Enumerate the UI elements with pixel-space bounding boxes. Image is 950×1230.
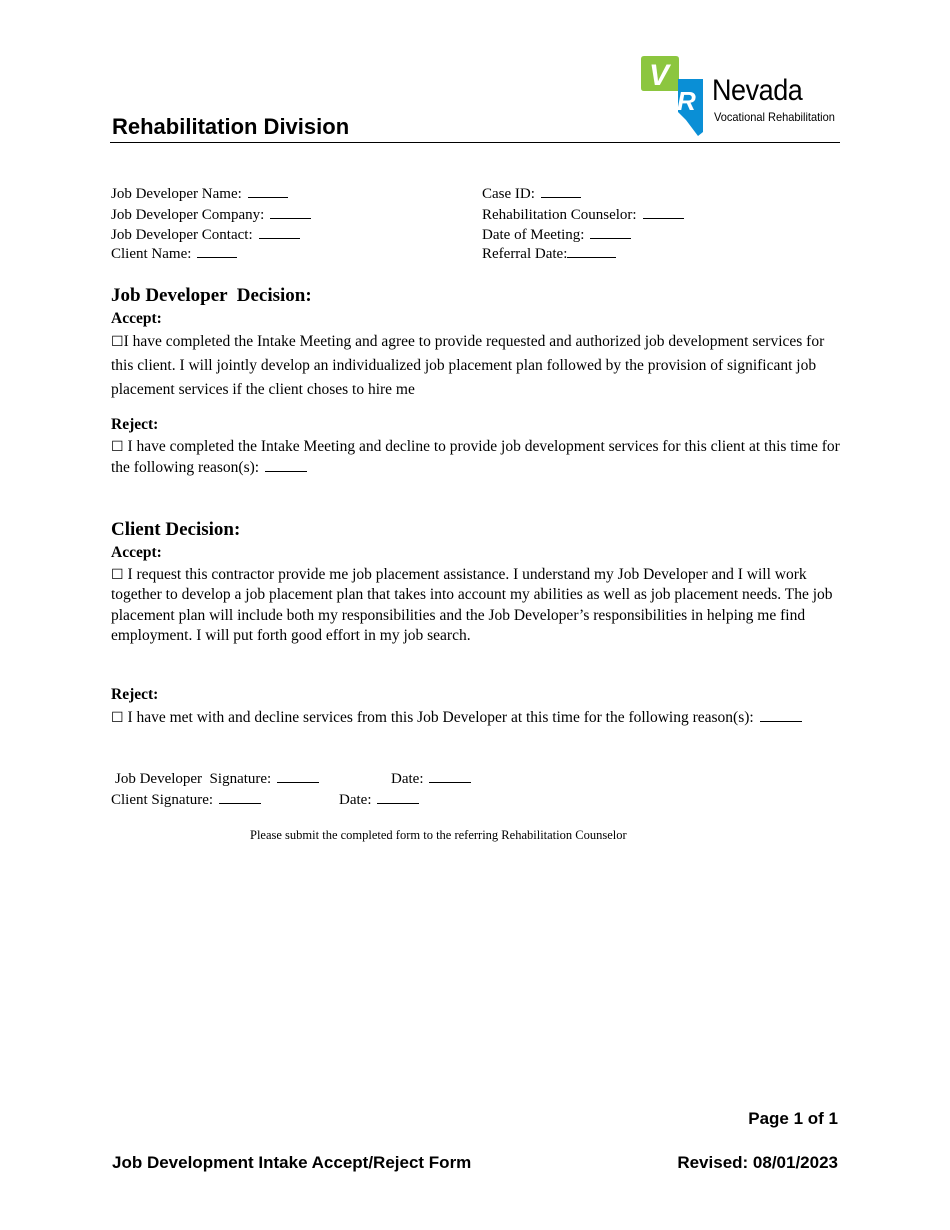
header-rule bbox=[110, 142, 840, 143]
page-number: Page 1 of 1 bbox=[748, 1109, 838, 1128]
jd-reject-reason-input[interactable] bbox=[265, 457, 307, 472]
client-accept-label: Accept: bbox=[111, 544, 162, 561]
revised-date: Revised: 08/01/2023 bbox=[677, 1153, 838, 1172]
client-reject-text: I have met with and decline services from this Job Developer at this time for the following reason(s): bbox=[127, 709, 754, 726]
vr-nevada-logo bbox=[640, 54, 842, 138]
job-developer-contact-input[interactable] bbox=[259, 224, 300, 239]
date-of-meeting-input[interactable] bbox=[590, 224, 631, 239]
client-reject-statement bbox=[111, 707, 841, 728]
svg-text:R: R bbox=[677, 86, 696, 116]
client-date-input[interactable] bbox=[377, 789, 419, 804]
field-job-developer-contact: Job Developer Contact: bbox=[111, 224, 300, 245]
jd-accept-label: Accept: bbox=[111, 310, 162, 327]
form-name: Job Development Intake Accept/Reject Form bbox=[112, 1153, 472, 1172]
field-date-of-meeting: Date of Meeting: bbox=[482, 224, 631, 245]
jd-signature-field: Job Developer Signature: bbox=[115, 768, 319, 789]
case-id-input[interactable] bbox=[541, 183, 581, 198]
field-rehabilitation-counselor: Rehabilitation Counselor: bbox=[482, 204, 684, 225]
client-reject-label: Reject: bbox=[111, 686, 159, 703]
field-job-developer-company: Job Developer Company: bbox=[111, 204, 311, 225]
field-client-name: Client Name: bbox=[111, 243, 237, 264]
client-signature-input[interactable] bbox=[219, 789, 261, 804]
jd-reject-statement bbox=[111, 437, 841, 479]
jd-signature-input[interactable] bbox=[277, 768, 319, 783]
logo-name: Nevada bbox=[712, 74, 803, 107]
client-date-field: Date: bbox=[339, 789, 419, 810]
jd-date-field: Date: bbox=[391, 768, 471, 789]
job-developer-decision-heading: Job Developer Decision: bbox=[111, 285, 312, 306]
client-signature-field: Client Signature: bbox=[111, 789, 261, 810]
division-title: Rehabilitation Division bbox=[112, 114, 350, 139]
jd-accept-text: I have completed the Intake Meeting and agree to provide requested and authorized job development services for this client. I will jointly develop an individualized job placement plan followed by the provision of significant job placement services if the client choses to hire me bbox=[111, 333, 825, 398]
jd-reject-label: Reject: bbox=[111, 416, 159, 433]
logo-tagline: Vocational Rehabilitation bbox=[714, 110, 835, 124]
jd-reject-checkbox[interactable]: ☐ bbox=[111, 439, 124, 455]
jd-reject-text: I have completed the Intake Meeting and decline to provide job development services for this client at this time for the following reason(s): bbox=[111, 438, 840, 477]
svg-text:V: V bbox=[649, 59, 670, 92]
jd-date-input[interactable] bbox=[429, 768, 471, 783]
client-accept-statement bbox=[111, 565, 841, 647]
jd-accept-checkbox[interactable]: ☐ bbox=[111, 334, 124, 350]
jd-accept-statement bbox=[111, 330, 841, 402]
submit-note: Please submit the completed form to the referring Rehabilitation Counselor bbox=[250, 828, 627, 842]
rehabilitation-counselor-input[interactable] bbox=[643, 204, 684, 219]
client-reject-checkbox[interactable]: ☐ bbox=[111, 710, 124, 726]
client-decision-heading: Client Decision: bbox=[111, 519, 241, 540]
job-developer-company-input[interactable] bbox=[270, 204, 311, 219]
field-referral-date: Referral Date: bbox=[482, 243, 616, 264]
field-job-developer-name: Job Developer Name: bbox=[111, 183, 288, 204]
client-name-input[interactable] bbox=[197, 243, 237, 258]
client-accept-text: I request this contractor provide me job placement assistance. I understand my Job Developer and I will work together to develop a job placement plan that takes into account my abilities as well as job placement needs. The job placement plan will include both my responsibilities and the Job Developer’s responsibilities in helping me find employment. I will put forth good effort in my job search. bbox=[111, 566, 833, 645]
client-reject-reason-input[interactable] bbox=[760, 707, 802, 722]
referral-date-input[interactable] bbox=[567, 243, 616, 258]
job-developer-name-input[interactable] bbox=[248, 183, 288, 198]
client-accept-checkbox[interactable]: ☐ bbox=[111, 567, 124, 583]
field-case-id: Case ID: bbox=[482, 183, 581, 204]
